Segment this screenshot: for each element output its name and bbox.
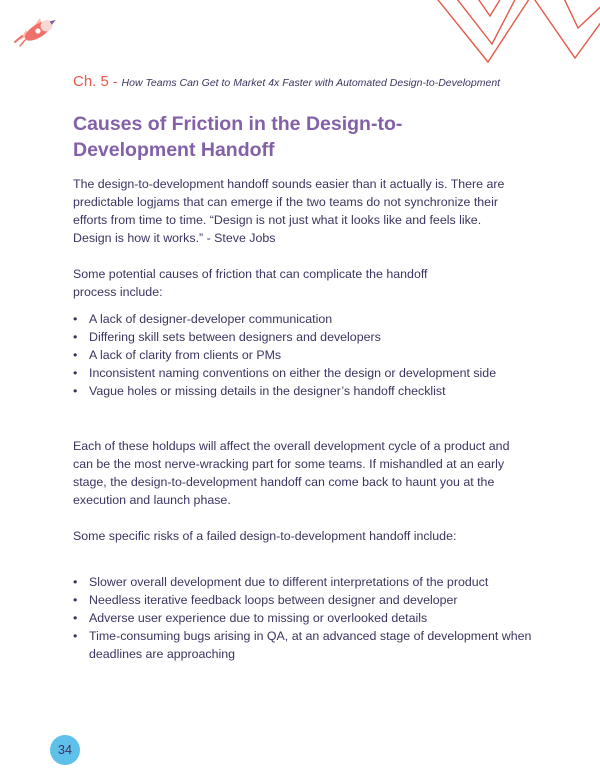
list-item: • A lack of designer-developer communication	[73, 310, 543, 328]
triangle-decoration	[410, 0, 600, 80]
rocket-icon	[12, 14, 60, 48]
chapter-label: Ch. 5	[73, 73, 109, 90]
list-item: • A lack of clarity from clients or PMs	[73, 346, 543, 364]
list-item: • Vague holes or missing details in the designer’s handoff checklist	[73, 382, 543, 400]
page-title	[73, 111, 493, 163]
list-item: • Inconsistent naming conventions on either the design or development side	[73, 364, 543, 382]
causes-list	[73, 310, 543, 400]
page-title-line-2: Development Handoff	[73, 139, 275, 161]
list-item: • Adverse user experience due to missing or overlooked details	[73, 609, 543, 627]
list-item: • Differing skill sets between designers and developers	[73, 328, 543, 346]
chapter-separator: -	[112, 73, 118, 89]
body-content	[73, 175, 543, 663]
page-number-badge: 34	[50, 735, 80, 765]
list-item: • Time-consuming bugs arising in QA, at an advanced stage of development when deadlines are approaching	[73, 627, 543, 663]
chapter-header	[73, 72, 573, 92]
list-item: • Needless iterative feedback loops between designer and developer	[73, 591, 543, 609]
intro-paragraph: The design-to-development handoff sounds easier than it actually is. There are predictable logjams that can emerge if the two teams do not synchronize their efforts from time to time. “Design is not just what it looks like and feels like. Design is how it works.” - Steve Jobs	[73, 177, 505, 245]
risks-intro-paragraph: Some specific risks of a failed design-to-development handoff include:	[73, 529, 457, 543]
risks-list	[73, 573, 543, 663]
causes-intro-paragraph: Some potential causes of friction that can complicate the handoff process include:	[73, 267, 428, 299]
list-item: • Slower overall development due to different interpretations of the product	[73, 573, 543, 591]
chapter-subtitle: How Teams Can Get to Market 4x Faster with Automated Design-to-Development	[121, 77, 501, 89]
holdups-paragraph: Each of these holdups will affect the overall development cycle of a product and can be the most nerve-wracking part for some teams. If mishandled at an early stage, the design-to-development handoff can come back to haunt you at the execution and launch phase.	[73, 439, 510, 507]
page-title-line-1: Causes of Friction in the Design-to-	[73, 113, 403, 135]
